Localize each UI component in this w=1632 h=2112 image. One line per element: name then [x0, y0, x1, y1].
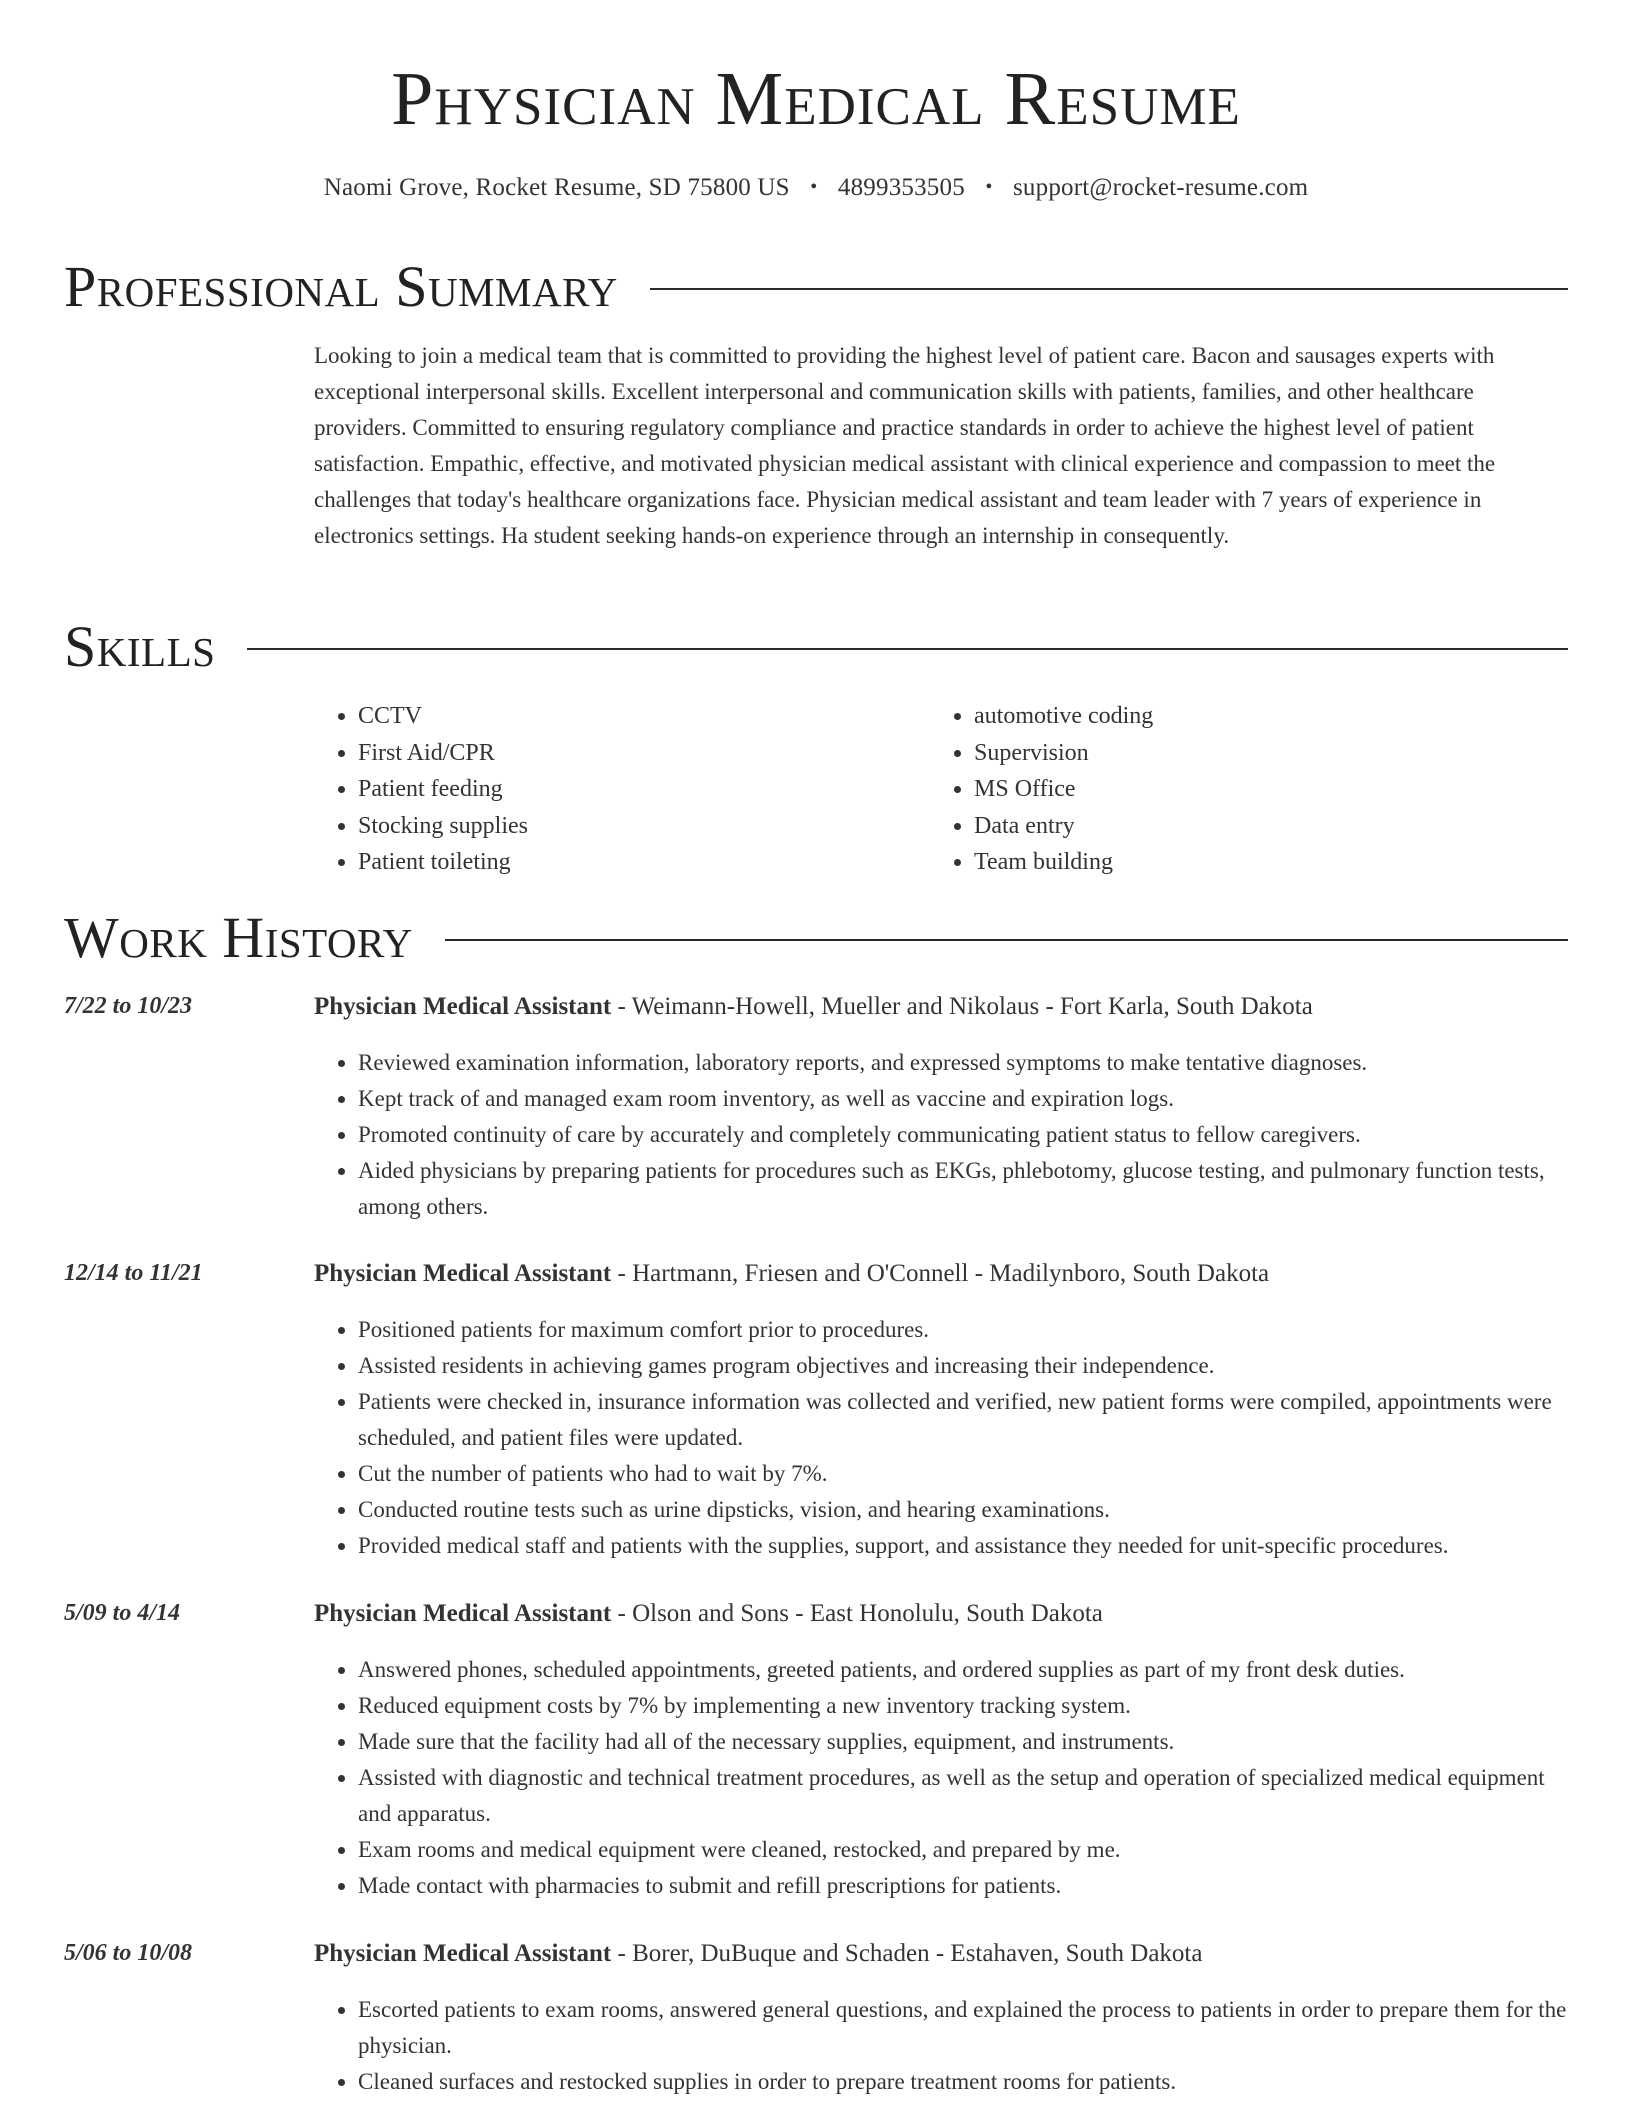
job-bullet: • Promoted continuity of care by accurately and completely communicating patient status to fellow caregivers.	[358, 1117, 1568, 1153]
job-bullet: • Cut the number of patients who had to wait by 7%.	[358, 1456, 1568, 1492]
job-title-line	[314, 1600, 1103, 1628]
skill-item: • First Aid/CPR	[358, 735, 930, 772]
contact-separator: •	[985, 176, 993, 198]
skills-heading: Skills	[64, 614, 216, 679]
job-bullets	[314, 1992, 1568, 2100]
job-bullet: • Cleaned surfaces and restocked supplies in order to prepare treatment rooms for patients.	[358, 2064, 1568, 2100]
job-header	[64, 1940, 1568, 1976]
job-bullet: • Kept track of and managed exam room inventory, as well as vaccine and expiration logs.	[358, 1081, 1568, 1117]
skills-section-header	[64, 614, 1568, 679]
job-bullets	[314, 1652, 1568, 1904]
work-section-header	[64, 905, 1568, 970]
job-details: - Borer, DuBuque and Schaden - Estahaven, South Dakota	[611, 1940, 1203, 1967]
job-header	[64, 1260, 1568, 1296]
job-role: Physician Medical Assistant	[314, 1940, 612, 1967]
skill-item: • Data entry	[974, 808, 1546, 845]
job-bullet: • Conducted routine tests such as urine dipsticks, vision, and hearing examinations.	[358, 1492, 1568, 1528]
job-title-line	[314, 1260, 1269, 1288]
contact-phone: 4899353505	[837, 174, 965, 201]
job-bullet: • Assisted with diagnostic and technical treatment procedures, as well as the setup and operation of specialized medical equipment and apparatus.	[358, 1760, 1568, 1832]
skill-item: • CCTV	[358, 698, 930, 735]
job-bullet: • Made contact with pharmacies to submit and refill prescriptions for patients.	[358, 1868, 1568, 1904]
job-bullet: • Made sure that the facility had all of the necessary supplies, equipment, and instruments.	[358, 1724, 1568, 1760]
skill-item: • Team building	[974, 844, 1546, 881]
job-bullet: • Aided physicians by preparing patients for procedures such as EKGs, phlebotomy, glucose testing, and pulmonary function tests, among others.	[358, 1153, 1568, 1225]
job-bullets	[314, 1045, 1568, 1225]
job-entry	[64, 1260, 1568, 1564]
job-header	[64, 993, 1568, 1029]
job-dates: 5/09 to 4/14	[64, 1600, 181, 1626]
job-bullet: • Reduced equipment costs by 7% by implementing a new inventory tracking system.	[358, 1688, 1568, 1724]
contact-email: support@rocket-resume.com	[1013, 174, 1309, 201]
work-heading: Work History	[64, 905, 413, 970]
job-role: Physician Medical Assistant	[314, 993, 612, 1020]
job-details: - Olson and Sons - East Honolulu, South Dakota	[611, 1600, 1103, 1627]
job-bullet: • Exam rooms and medical equipment were cleaned, restocked, and prepared by me.	[358, 1832, 1568, 1868]
summary-section-header	[64, 254, 1568, 319]
job-bullets	[314, 1312, 1568, 1564]
job-entry	[64, 993, 1568, 1225]
job-title-line	[314, 993, 1313, 1021]
job-bullet: • Patients were checked in, insurance information was collected and verified, new patient forms were compiled, appointments were scheduled, and patient files were updated.	[358, 1384, 1568, 1456]
skill-item: • Patient toileting	[358, 844, 930, 881]
summary-text: Looking to join a medical team that is committed to providing the highest level of patient care. Bacon and sausages experts with exceptional interpersonal skills. Excellent interpersonal and communication skills with patients, families, and other healthcare providers. Committed to ensuring regulatory compliance and practice standards in order to achieve the highest level of patient satisfaction. Empathic, effective, and motivated physician medical assistant with clinical experience and compassion to meet the challenges that today's healthcare organizations face. Physician medical assistant and team leader with 7 years of experience in electronics settings. Ha student seeking hands-on experience through an internship in consequently.	[314, 343, 1496, 548]
job-header	[64, 1600, 1568, 1636]
skill-item: • Patient feeding	[358, 771, 930, 808]
job-dates: 7/22 to 10/23	[64, 993, 193, 1019]
job-entry	[64, 1600, 1568, 1904]
skill-item: • MS Office	[974, 771, 1546, 808]
skills-column-right	[930, 698, 1546, 881]
skill-item: • Stocking supplies	[358, 808, 930, 845]
contact-line	[0, 174, 1632, 202]
resume-title: Physician Medical Resume	[391, 57, 1241, 141]
section-divider	[650, 288, 1568, 290]
job-bullet: • Provided medical staff and patients with the supplies, support, and assistance they needed for unit-specific procedures.	[358, 1528, 1568, 1564]
section-divider	[445, 939, 1568, 941]
job-entry	[64, 1940, 1568, 2100]
job-details: - Hartmann, Friesen and O'Connell - Madilynboro, South Dakota	[611, 1260, 1270, 1287]
skill-item: • automotive coding	[974, 698, 1546, 735]
job-bullet: • Reviewed examination information, laboratory reports, and expressed symptoms to make tentative diagnoses.	[358, 1045, 1568, 1081]
job-dates: 5/06 to 10/08	[64, 1940, 193, 1966]
contact-address: Naomi Grove, Rocket Resume, SD 75800 US	[323, 174, 790, 201]
job-role: Physician Medical Assistant	[314, 1260, 612, 1287]
contact-separator: •	[810, 176, 818, 198]
summary-heading: Professional Summary	[64, 254, 618, 319]
skills-list	[314, 698, 1554, 881]
skills-column-left	[314, 698, 930, 881]
job-bullet: • Positioned patients for maximum comfort prior to procedures.	[358, 1312, 1568, 1348]
skill-item: • Supervision	[974, 735, 1546, 772]
job-dates: 12/14 to 11/21	[64, 1260, 203, 1286]
section-divider	[247, 648, 1568, 650]
job-role: Physician Medical Assistant	[314, 1600, 612, 1627]
job-title-line	[314, 1940, 1202, 1968]
job-bullet: • Escorted patients to exam rooms, answered general questions, and explained the process to patients in order to prepare them for the physician.	[358, 1992, 1568, 2064]
job-bullet: • Assisted residents in achieving games program objectives and increasing their independence.	[358, 1348, 1568, 1384]
job-details: - Weimann-Howell, Mueller and Nikolaus - Fort Karla, South Dakota	[611, 993, 1313, 1020]
job-bullet: • Answered phones, scheduled appointments, greeted patients, and ordered supplies as part of my front desk duties.	[358, 1652, 1568, 1688]
